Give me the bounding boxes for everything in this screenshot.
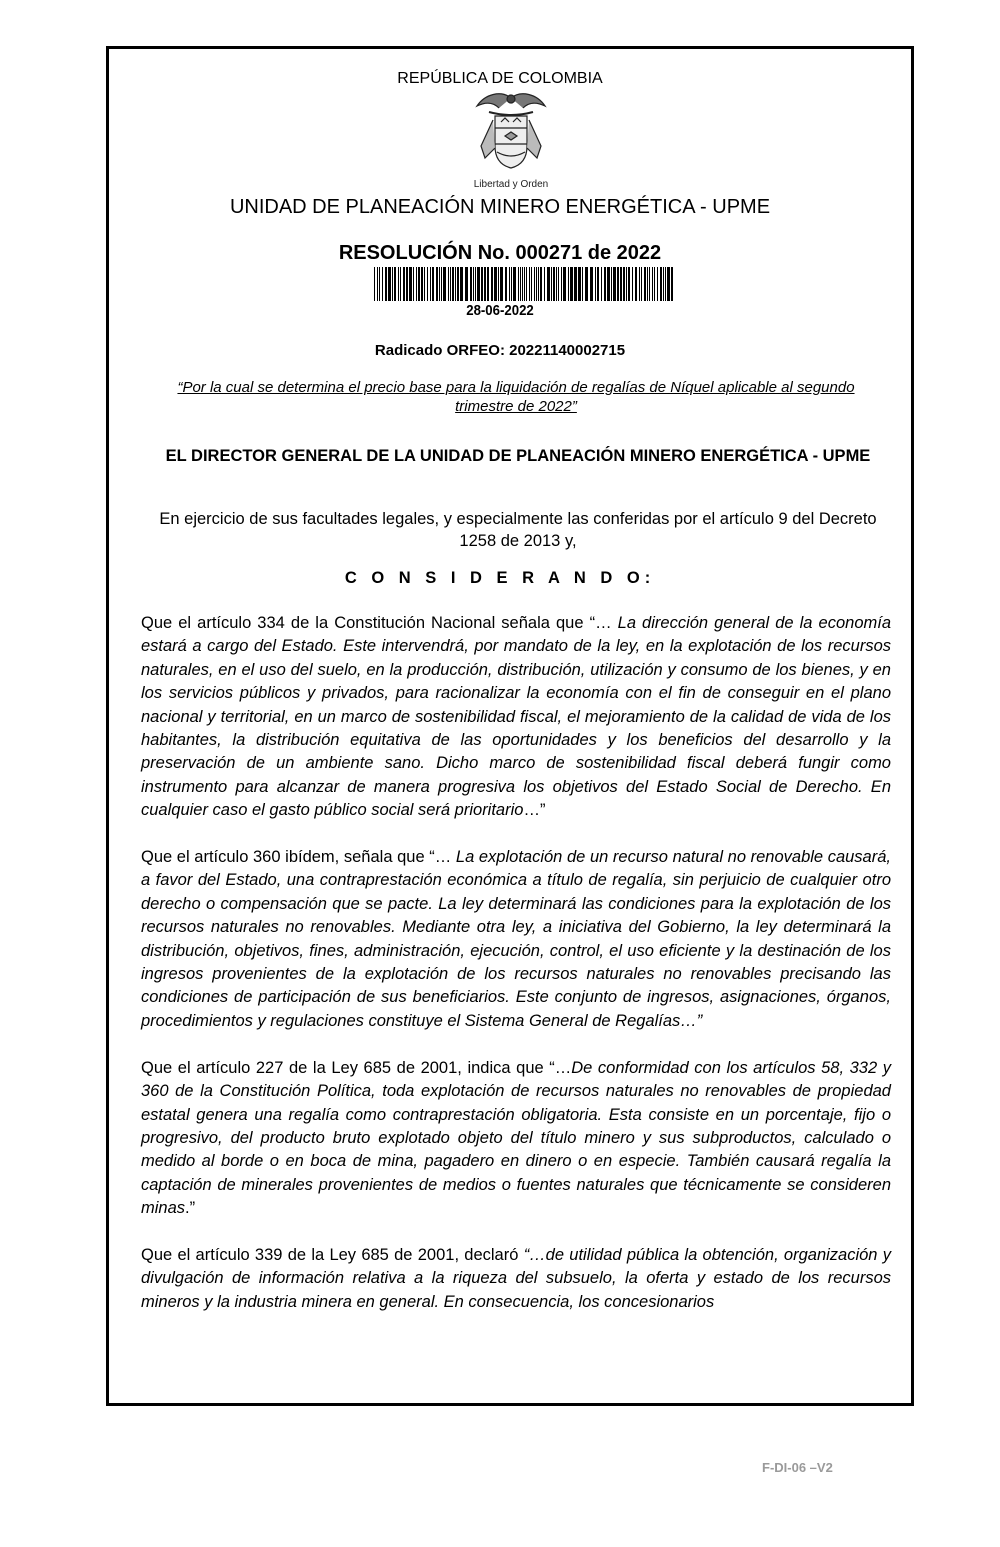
considerando-heading: C O N S I D E R A N D O: — [344, 569, 656, 587]
considerations-body — [141, 612, 891, 1338]
paragraph-quote: De conformidad con los artículos 58, 332 y 360 de la Constitución Política, toda explotación de recursos naturales no renovables de propiedad estatal genera una regalía como contraprestación obligatoria. Esta consiste en un porcentaje, fijo o progresivo, del producto bruto explotado objeto del título minero y sus subproductos, calculado o medido al borde o en boca de mina, pagadero en dinero o en especie. También causará regalía la captación de minerales provenientes de medios o fuentes naturales que técnicamente se consideren minas — [141, 1058, 891, 1218]
paragraph-lead: Que el artículo 334 de la Constitución Nacional señala que “… — [141, 614, 618, 632]
paragraph-lead: Que el artículo 339 de la Ley 685 de 2001, declaró — [141, 1245, 524, 1264]
paragraph-quote: La explotación de un recurso natural no renovable causará, a favor del Estado, una contraprestación económica a título de regalía, sin perjuicio de cualquier otro derecho o compensación que se pacte. La ley determinará las condiciones para la explotación de los recursos naturales no renovables. Mediante otra ley, a iniciativa del Gobierno, la ley determinará la distribución, objetivos, fines, administración, ejecución, control, el uso eficiente y la destinación de los ingresos provenientes de la explotación de los recursos naturales no renovables precisando las condiciones de participación de sus beneficiarios. Este conjunto de ingresos, asignaciones, órganos, procedimientos y regulaciones constituye el Sistema General de Regalías…” — [141, 848, 891, 1030]
paragraph-quote: La dirección general de la economía estará a cargo del Estado. Este intervendrá, por mandato de la ley, en la explotación de los recursos naturales, en el uso del suelo, en la producción, distribución, utilización y consumo de los bienes, y en los servicios públicos y privados, para racionalizar la economía con el fin de conseguir en el plano nacional y territorial, en un marco de sostenibilidad fiscal, el mejoramiento de la calidad de vida de los habitantes, la distribución equitativa de las oportunidades y los beneficios del desarrollo y la preservación de un ambiente sano. Dicho marco de sostenibilidad fiscal deberá fungir como instrumento para alcanzar de manera progresiva los objetivos del Estado Social de Derecho. En cualquier caso el gasto público social será prioritario — [141, 614, 892, 820]
paragraph-article-360 — [141, 846, 891, 1033]
paragraph-tail: .” — [185, 1199, 196, 1218]
paragraph-article-339 — [141, 1244, 891, 1314]
seal-motto: Libertad y Orden — [473, 179, 549, 190]
paragraph-lead: Que el artículo 227 de la Ley 685 de 2001, indica que “… — [141, 1058, 572, 1077]
resolution-title: RESOLUCIÓN No. 000271 de 2022 — [338, 242, 662, 264]
barcode — [374, 267, 676, 301]
resolution-date: 28-06-2022 — [466, 302, 534, 319]
paragraph-article-334 — [141, 612, 891, 823]
paragraph-tail: …” — [523, 801, 546, 820]
paragraph-article-227 — [141, 1057, 891, 1221]
resolution-subject: “Por la cual se determina el precio base para la liquidación de regalías de Níquel aplicable al segundo trimestre de 2022” — [177, 379, 855, 415]
radicado-number: Radicado ORFEO: 20221140002715 — [374, 342, 626, 359]
republic-header: REPÚBLICA DE COLOMBIA — [397, 70, 603, 87]
paragraph-quote: “…de utilidad pública la obtención, organización y divulgación de información relativa a la riqueza del subsuelo, la oferta y estado de los recursos mineros y la industria minera en general. En consecuencia, los concesionarios — [141, 1245, 891, 1311]
coat-of-arms-seal — [471, 88, 551, 190]
paragraph-lead: Que el artículo 360 ibídem, señala que “… — [141, 848, 456, 867]
form-code: F-DI-06 –V2 — [762, 1460, 833, 1475]
legal-powers-statement: En ejercicio de sus facultades legales, y especialmente las conferidas por el artículo 9 del Decreto 1258 de 2013 y, — [159, 510, 877, 550]
entity-name: UNIDAD DE PLANEACIÓN MINERO ENERGÉTICA - UPME — [229, 196, 771, 218]
director-heading: EL DIRECTOR GENERAL DE LA UNIDAD DE PLANEACIÓN MINERO ENERGÉTICA - UPME — [165, 447, 871, 465]
